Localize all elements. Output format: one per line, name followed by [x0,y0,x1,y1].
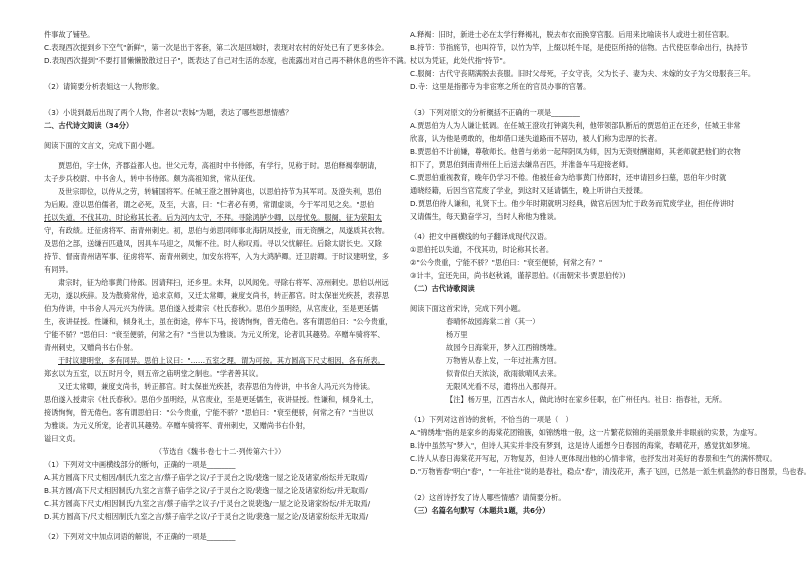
question-option: C.贾思伯重视教育，晚年仍学习不倦。他被任命为给事黄门侍郎时，还申请回乡扫墓，思伯年少时就 [410,173,727,182]
passage-line: 贾思伯，字士休，齐郡益都人也。世父元寿，高祖时中书侍郎，有学行，见称于时。思伯释褐奉朝请， [58,161,382,170]
passage-line: 谥曰文贞。 [44,434,80,443]
passage-line: 生，夜讲昼授。性谦和，倾身礼士，虽在街途，停车下马，接诱恂恂，曾无倦色。客有谓思伯曰："公今贵重， [44,317,393,326]
question-option: B.贾思伯不计前嫌，尊敬师长。他曾与弟弟一起拜阴凤为师，因为无资财酬谢师，其老师就把他们的衣物 [410,147,741,156]
question-option: A."锦绣堆"指的是家乡的海棠花团锦簇，如锦绣堆一般，这一片繁花似锦的美丽景象并非眼前的实景，为虚写。 [410,428,762,437]
question-4-stem: （4）把文中画横线的句子翻译成现代汉语。 [410,232,552,241]
text-line: 件事故了铺垫。 [44,30,95,39]
poem-intro: 阅读下面这首宋诗，完成下列小题。 [410,304,526,313]
question-option: D."万物皆春"明白"春"，"一年社往"说的是春社，稳点"春"，清浅花开，燕子飞回，已然是一派生机盎然的春日图景，鸟也春。 [410,467,811,476]
passage-line: 有同异。 [44,265,73,274]
passage-line: 及世宗即位，以侍从之劳，转辅国将军。任城王澄之围钟离也，以思伯持节为其军司。及澄失利，思伯 [58,187,382,196]
passage-line: 青州刺史，又赠尚书右仆射。 [44,343,138,352]
question-option: A.其方圆高下尺丈相因/制氏九室之言/蔡子庙学之议/子于灵台之说/裴逸一屋之论及诸家/纷纭并无取焉/ [44,473,368,482]
question-option: B.诗中虽然写"梦入"，但诗人其实并非没有梦到，这是诗人遥想今日春园的海棠，春晴花开，感觉犹如梦境。 [410,441,755,450]
passage-line: 为后殿。澄以思伯儒者，谓之必死，及至，大喜，曰："仁者必有勇，常谓虚谈，今于军司见之矣。"思伯 [44,200,375,209]
top-lines [44,28,411,67]
question-option: A.贾思伯为人为人谦让低调。在任城王澄攻打钟离失利，他带领部队断后的贾思伯正在还乡，任城王非常 [410,121,741,130]
passage-line: 太子步兵校尉、中书舍人，转中书侍郎。颇为高祖知赏，常从征伐。 [44,174,260,183]
question-2-stem-classical: （2）下列对文中加点词语的解说，不正确的一项是________ [44,532,236,541]
right-page-column [410,28,811,540]
question-option: D.贾思伯待人谦和，礼贤下士。他少年时期就明习经典，做官后因为忙于政务而荒废学业，担任侍讲时 [410,199,735,208]
poem-title: 春晴怀故园海棠二首（其一） [446,317,540,326]
underlined-passage-line: 于时议建明堂，多有同异。思伯上议曰："……五室之理，谓为可按。其方圆高下尺丈相因，各有所表。 [58,356,385,365]
option-line: A.释褐：旧时，新进士必在太学行释褐礼，脱去布衣而换穿官服。后用来比喻读书人或进士初任官职。 [410,30,734,39]
question-option: 通晓经籍，后因当官荒废了学业，到这时又延请儒生，晚上听讲白天授课。 [410,186,648,195]
passage-line: 肃宗时，征为给事黄门侍郎。因请拜扫，还乡里。未拜，以风闻免。寻除右将军、凉州刺史。思伯以州远 [58,278,389,287]
poem-line: 故园今日海棠开，梦入江西锦绣堆。 [446,343,562,352]
passage-line: 又迁太常卿，兼度支尚书，转正都官。时太保崔光疾甚，表荐思伯为侍讲，中书舍人冯元兴为侍读。 [58,382,375,391]
question-option: 又请儒生，每天勤奋学习，当时人称他为雅谈。 [410,212,561,221]
classical-passage [44,159,396,445]
option-line: D.寺：这里是指都寺为非宦寒之所在的官员办事的官署。 [410,82,591,91]
question-3-stem: （3）小说到最后出现了两个人物，作者以"表姊"为题，表达了哪些思想情感？ [44,108,293,117]
option-line: 杖以为凭证，此处代指"持节"。 [410,56,511,65]
passage-line: 及思伯之部，送缣百匹遗凤，因具车马迎之，凤惭不往。时人称叹焉。寻以父忧解任。后除太尉长史。又除 [44,239,382,248]
poem-author: 杨万里 [446,330,468,339]
poem-line: 万物皆从春上发，一年过社燕方回。 [446,356,562,365]
section-title: 二、古代诗文阅读（34分） [44,121,134,130]
question-option: 扣下了，贾思伯到南青州任上后送去缣帛百匹，并准备车马迎接老师。 [410,160,633,169]
poem-section-title: （二）古代诗歌阅读 [410,284,475,293]
passage-line: 伯为侍讲，中书舍人冯元兴为侍读。思伯遂入授肃宗《杜氏春秋》。思伯少虽明经，从官废业，至是更延儒 [44,304,379,313]
question-option: 欣喜，认为他是勇敢的，他却借口迷失道路而不居功，被人们称为忠厚的长者。 [410,134,662,143]
option-line: B.持节：节指旄节，也叫符节，以竹为竿，上缀以牦牛尾，是使臣所持的信物。古代使臣奉命出行，执持节 [410,43,748,52]
option-lines [410,28,762,93]
poem-question-1-stem: （1）下列对这首诗的赏析，不恰当的一项是（ ） [410,415,573,424]
question-option: D.其方圆高下/尺丈相因制氏九室之言/蔡子庙学之议/子于灵台之说/裴逸一屋之论/及诸家纷纭并无取焉/ [44,512,369,521]
section-3-title: （三）名篇名句默写（本题共1题，共6分） [410,506,550,515]
poem-note: 【注】杨万里，江西吉水人，做此诗时在家乡任职，在广州任内。社日：指春社，无所。 [446,395,727,404]
poem-line: 似青似白天浓淡，欲雨欲晴风去来。 [446,369,562,378]
question-3-stem-classical: （3）下列对原文的分析概括不正确的一项是________ [410,108,580,117]
translation-item: ③计丰，宜还先田，尚书赵秋诵，谨荐思伯。(《南朝宋书·贾思伯传》) [410,271,626,280]
poem-question-2-stem: （2）这首诗抒发了诗人哪些情感？请简要分析。 [410,493,566,502]
translation-item: ②"公今贵重，宁能不骄？"思伯曰："衰至便骄，何常之有？" [410,258,603,267]
passage-line: 郑玄以为五室，以五时月令，则五帝之庙明堂之制也。"学者善其议。 [44,369,263,378]
option-line: C.服阕：古代守丧期满脱去丧服。旧时父母死，子女守丧，父为长子、妻为夫、未嫁的女子为父母服丧三年。 [410,69,756,78]
question-1-stem: （1）下列对文中画横线部分的断句，正确的一项是________ [44,460,236,469]
left-page-column [44,28,411,541]
passage-line: 思伯遂入授肃宗《杜氏春秋》。思伯少虽明经，从官废业，至是更延儒生，夜讲昼授。性谦和，倾身礼士， [44,395,379,404]
passage-line: 无功，遂以疾辞。及为散骑常侍，追求京师，又迁太常卿，兼度支尚书，转正都官。时太保崔光疾甚，表荐思 [44,291,390,300]
passage-line: 接诱恂恂，曾无倦色。客有谓思伯曰："公今贵重，宁能不骄？"思伯曰："衰至便骄，何常之有？"当世以 [44,408,374,417]
underlined-passage-line: 托以失道，不伐其功，时论称其长者。后为河内太守，不拜。寻除鸿胪少卿，以母忧免。服阕，征为荥阳太 [44,213,382,222]
question-2-stem: （2）请简要分析表姐这一人物形象。 [44,82,164,91]
reading-intro: 阅读下面的文言文，完成下面小题。 [44,141,160,150]
question-option: C.诗人从春日海棠花开写起，万物复苏，但诗人更体现出他的心情非常，也抒发出对美好的春景和生气的满怀赞叹。 [410,454,777,463]
passage-line: 宁能不骄？"思伯曰："衰至便骄，何常之有？"当世以为雅谈。为元义所宠，论者讥其趣势。卒赠车骑将军、 [44,330,385,339]
passage-line: 为雅谈。为元义所宠，论者讥其趣势。卒赠车骑将军、青州刺史，又赠尚书右仆射， [44,421,310,430]
passage-line: 持节、督南青州诸军事、征虏将军、南青州刺史，加安东将军，入为大鸿胪卿。迁卫尉卿。于时议建明堂，多 [44,252,390,261]
text-line: D.表现西次提到"不要打冒懒懒散散过日子"，既表达了自己对生活的态度，也流露出对自己再不耕休息的些许不满。 [44,56,411,65]
question-option: C.其方圆高下尺丈/相因制氏/九室之言/蔡子庙学之议子/于灵台之说裴逸/一屋之论及诸家纷纭/并无取焉/ [44,499,371,508]
poem-line: 无限风光看不尽，遣将出入那得开。 [446,382,562,391]
passage-source: （节选自《魏书·卷七十二·列传第六十》） [154,447,286,456]
translation-item: ①思伯托以失道，不伐其功，时论称其长者。 [410,245,554,254]
question-option: B.其方圆/高下尺丈相因制氏/九室之言蔡子庙学之议/子于灵台之说/裴逸一屋之论及诸家纷纭/并无取焉/ [44,486,368,495]
passage-line: 守，有政绩。迁征虏将军、南青州刺史。初，思伯与弟思同师事北海阴凤授业，而无资酬之，凤遂质其衣物。 [44,226,390,235]
text-line: C.表现西次提到乡下空气"新鲜"，第一次是出于客套，第二次是回城时，表现对农村的好处已有了更多体会。 [44,43,389,52]
